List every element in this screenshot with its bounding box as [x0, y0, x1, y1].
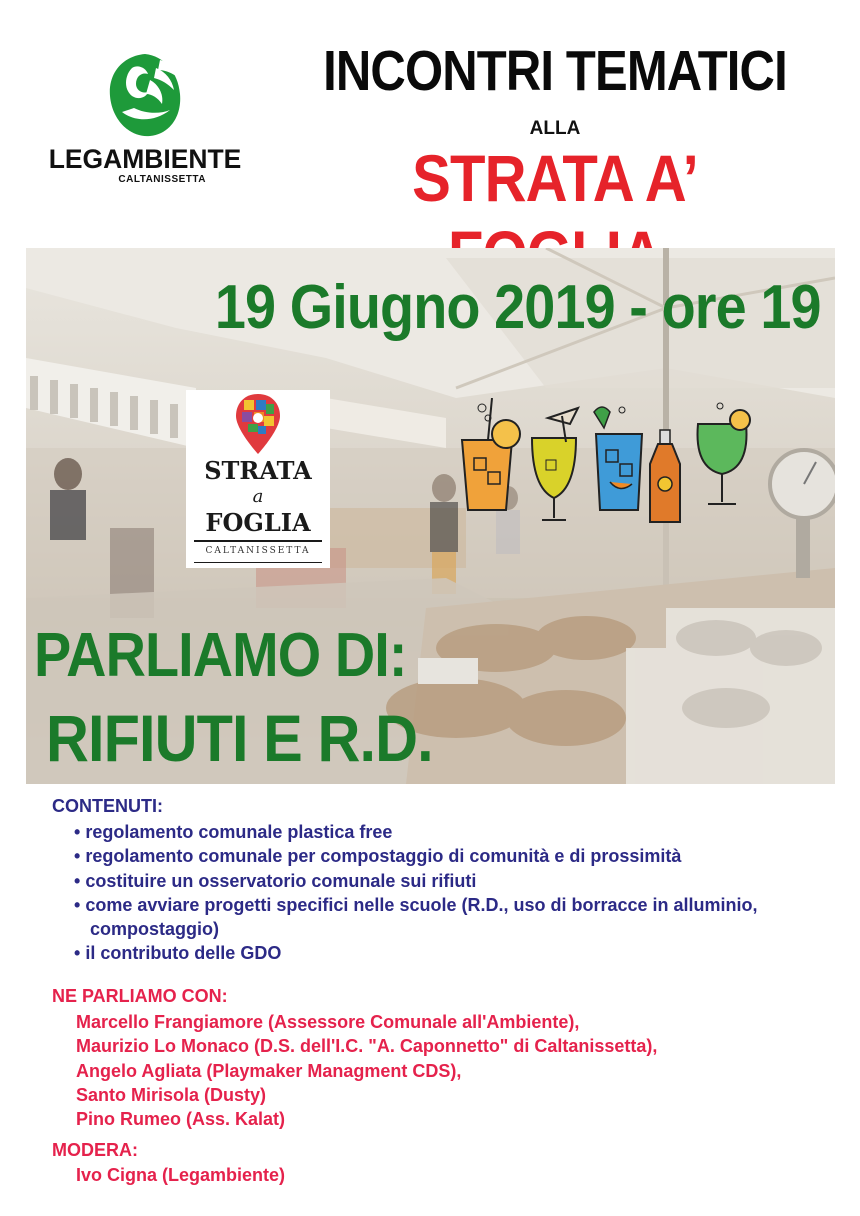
- list-item: • costituire un osservatorio comunale sui rifiuti: [74, 869, 854, 893]
- contenuti-list: [74, 820, 854, 966]
- drinks-illustration: [458, 398, 758, 538]
- yellow-cocktail-icon: [532, 408, 578, 520]
- strata-logo-line4: CALTANISSETTA: [205, 546, 311, 556]
- title-incontri-tematici: INCONTRI TEMATICI: [323, 39, 787, 103]
- swan-icon: [102, 50, 188, 142]
- speakers-list: [76, 1010, 657, 1131]
- strata-logo-line3: FOGLIA: [205, 508, 311, 537]
- moderator-heading: MODERA:: [52, 1140, 138, 1160]
- blue-glass-icon: [594, 407, 642, 510]
- legambiente-name: LEGAMBIENTE: [48, 144, 242, 174]
- strata-logo-rule-bottom: [194, 562, 322, 563]
- strata-logo-line2: a: [252, 486, 264, 507]
- list-item: • come avviare progetti specifici nelle scuole (R.D., uso di borracce in alluminio, compostaggio): [74, 893, 854, 942]
- strata-logo-rule-top: [194, 540, 322, 542]
- orange-glass-icon: [462, 398, 520, 510]
- list-item: Santo Mirisola (Dusty): [76, 1084, 267, 1105]
- headline-rifiuti: RIFIUTI E R.D.: [46, 701, 433, 775]
- green-glass-icon: [698, 403, 751, 504]
- contenuti-heading: CONTENUTI:: [52, 796, 163, 816]
- list-item: • il contributo delle GDO: [74, 941, 854, 965]
- title-connector: ALLA: [529, 118, 581, 139]
- title-strata-a-foglia: STRATA A’: [412, 141, 698, 215]
- legambiente-city: CALTANISSETTA: [118, 174, 206, 185]
- headline-parliamo-di: PARLIAMO DI:: [34, 621, 407, 690]
- bottle-icon: [650, 430, 680, 522]
- event-date: 19 Giugno 2019 - ore 19: [214, 273, 821, 342]
- legambiente-logo: [40, 50, 250, 190]
- list-item: Angelo Agliata (Playmaker Managment CDS),: [76, 1060, 462, 1081]
- strata-logo-line1: STRATA: [204, 456, 312, 485]
- market-photo: [26, 248, 835, 784]
- speakers-heading: NE PARLIAMO CON:: [52, 986, 228, 1006]
- list-item: Marcello Frangiamore (Assessore Comunale all'Ambiente),: [76, 1012, 580, 1032]
- list-item: Maurizio Lo Monaco (D.S. dell'I.C. "A. Caponnetto" di Caltanissetta),: [76, 1036, 658, 1057]
- moderator-name: Ivo Cigna (Legambiente): [76, 1165, 286, 1185]
- strata-a-foglia-logo: [186, 390, 330, 568]
- map-pin-icon: [186, 390, 330, 460]
- list-item: • regolamento comunale per compostaggio di comunità e di prossimità: [74, 844, 854, 868]
- list-item: Pino Rumeo (Ass. Kalat): [76, 1109, 286, 1130]
- list-item: • regolamento comunale plastica free: [74, 820, 854, 844]
